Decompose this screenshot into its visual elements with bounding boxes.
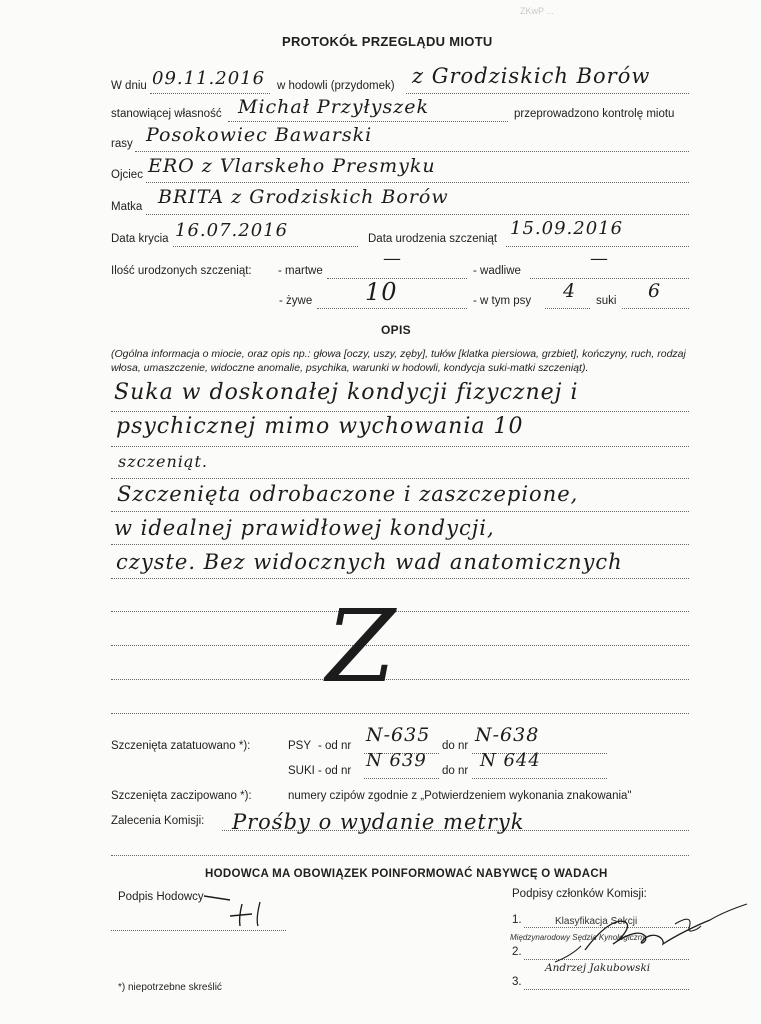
komisja-number: 2.	[512, 946, 522, 958]
stamp-name: Andrzej Jakubowski	[545, 962, 651, 974]
zywe-value: 10	[365, 278, 398, 306]
hodowla-label: w hodowli (przydomek)	[277, 80, 395, 92]
opis-heading: OPIS	[381, 323, 411, 337]
page-title: PROTOKÓŁ PRZEGLĄDU MIOTU	[282, 34, 493, 49]
rasy-label: rasy	[111, 138, 133, 150]
psy-label: - w tym psy	[473, 295, 532, 307]
header-print-through: ZKwP ...	[520, 6, 554, 16]
psy-value: 4	[563, 280, 577, 302]
footnote: *) niepotrzebne skreślić	[118, 982, 222, 993]
komisja-signature	[525, 900, 755, 975]
krycie-label: Data krycia	[111, 233, 169, 245]
w-dniu-label: W dniu	[111, 80, 147, 92]
tatuaz-suki-do: N 644	[480, 750, 541, 771]
hodowla-value: z Grodziskich Borów	[412, 64, 651, 88]
ojciec-value: ERO z Vlarskeho Presmyku	[148, 155, 436, 177]
tatuaz-psy-od-label: - od nr	[318, 740, 352, 752]
tatuaz-psy-od: N-635	[366, 724, 431, 746]
czip-text: numery czipów zgodnie z „Potwierdzeniem wykonania znakowania"	[288, 790, 632, 802]
kontrola-label: przeprowadzono kontrolę miotu	[514, 108, 675, 120]
zalecenia-value: Prośby o wydanie metryk	[232, 810, 525, 834]
opis-line: Suka w doskonałej kondycji fizycznej i	[114, 380, 579, 405]
opis-line: szczeniąt.	[118, 452, 208, 471]
matka-value: BRITA z Grodziskich Borów	[158, 186, 449, 208]
wlasciciel-value: Michał Przyłyszek	[238, 96, 429, 118]
podpisy-komisji-label: Podpisy członków Komisji:	[512, 888, 647, 900]
krycie-value: 16.07.2016	[175, 220, 289, 241]
tatuaz-suki-label: SUKI	[288, 765, 315, 777]
urodzenie-label: Data urodzenia szczeniąt	[368, 233, 498, 245]
obowiazek-notice: HODOWCA MA OBOWIĄZEK POINFORMOWAĆ NABYWCĘ O WADACH	[205, 868, 608, 880]
opis-line: psychicznej mimo wychowania 10	[116, 414, 524, 439]
zalecenia-label: Zalecenia Komisji:	[111, 815, 205, 827]
stanowiacej-label: stanowiącej własność	[111, 108, 222, 120]
tatuaz-suki-do-label: do nr	[442, 765, 469, 777]
opis-instructions: (Ogólna informacja o miocie, oraz opis np.: głowa [oczy, uszy, zęby], tułów [klatka piersiowa, grzbiet], kończyny, ruch, rodzaj włosa, umaszczenie, widoczne anomalie, psychika, warunki w hodowli, kondycja suki-matki szczeniąt).	[111, 348, 686, 374]
rasa-value: Posokowiec Bawarski	[146, 124, 373, 146]
hodowca-signature	[190, 890, 285, 930]
tatuaz-psy-label: PSY	[288, 740, 312, 752]
opis-line: czyste. Bez widocznych wad anatomicznych	[116, 550, 623, 574]
wadliwe-label: - wadliwe	[473, 265, 521, 277]
ojciec-label: Ojciec	[111, 169, 143, 181]
czip-label: Szczenięta zaczipowano *):	[111, 790, 252, 802]
opis-line: Szczenięta odrobaczone i zaszczepione,	[117, 482, 579, 506]
tatuaz-psy-do: N-638	[475, 724, 540, 746]
komisja-number: 3.	[512, 976, 522, 988]
tatuaz-psy-do-label: do nr	[442, 740, 469, 752]
komisja-number: 1.	[512, 914, 522, 926]
w-dniu-value: 09.11.2016	[152, 68, 266, 89]
tatuaz-label: Szczenięta zatatuowano *):	[111, 740, 251, 752]
tatuaz-suki-od: N 639	[366, 750, 427, 771]
stamp-line1: Klasyfikacja Sekcji	[555, 916, 638, 927]
suki-value: 6	[648, 280, 662, 302]
stamp-line2: Międzynarodowy Sędzia Kynologiczny	[510, 933, 647, 942]
podpis-hodowcy-label: Podpis Hodowcy	[118, 891, 204, 903]
martwe-value: —	[383, 248, 402, 269]
urodzenie-value: 15.09.2016	[510, 218, 624, 239]
matka-label: Matka	[111, 201, 143, 213]
tatuaz-suki-od-label: - od nr	[318, 765, 352, 777]
opis-strike-mark: Z	[326, 588, 396, 705]
martwe-label: - martwe	[278, 265, 323, 277]
ilosc-label: Ilość urodzonych szczeniąt:	[111, 265, 252, 277]
wadliwe-value: —	[590, 248, 609, 269]
zywe-label: - żywe	[279, 295, 313, 307]
suki-label: suki	[596, 295, 617, 307]
opis-line: w idealnej prawidłowej kondycji,	[114, 516, 495, 540]
